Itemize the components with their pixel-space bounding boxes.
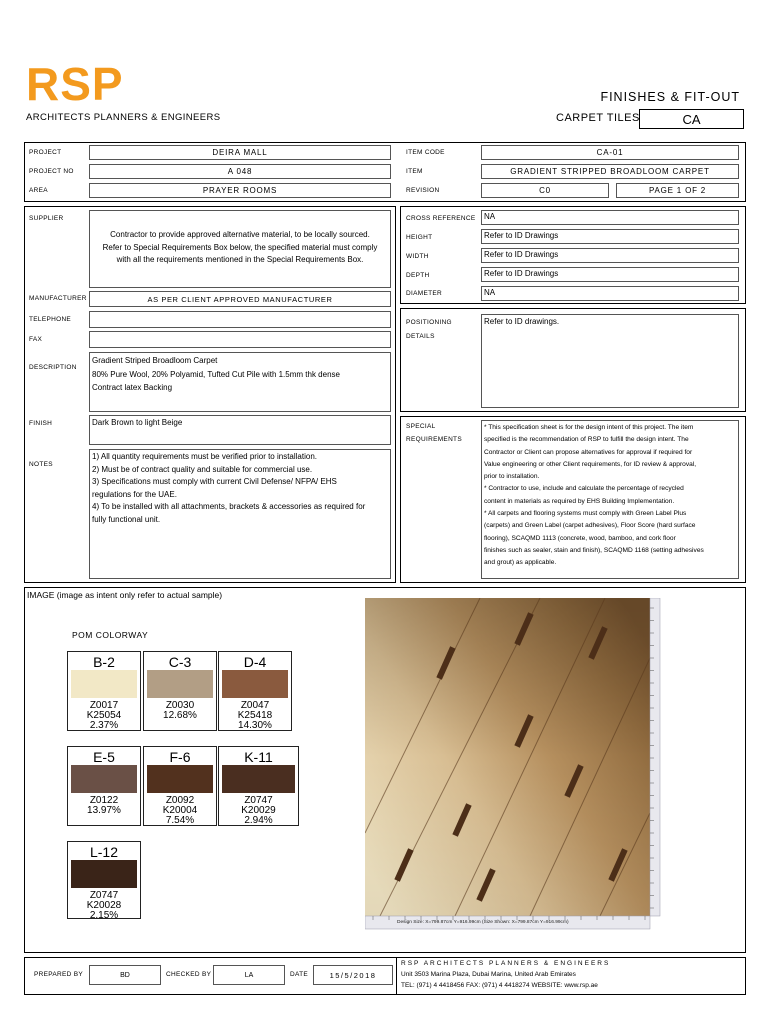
- carpet-shading: [365, 598, 650, 916]
- colorway-label: POM COLORWAY: [72, 630, 149, 640]
- swatch-card-c-3: [143, 651, 217, 731]
- width-value: Refer to ID Drawings: [481, 248, 739, 263]
- checked-by-label: CHECKED BY: [166, 971, 212, 978]
- checked-by-value: LA: [213, 965, 285, 985]
- requirements-label: REQUIREMENTS: [406, 436, 462, 443]
- width-label: WIDTH: [406, 253, 429, 260]
- swatch-color-chip: [147, 670, 213, 698]
- swatch-code2: K25418: [237, 710, 273, 721]
- footer-address: Unit 3503 Marina Plaza, Dubai Marina, United Arab Emirates: [401, 971, 576, 978]
- description-text: Gradient Striped Broadloom Carpet 80% Pure Wool, 20% Polyamid, Tufted Cut Pile with 1.5mm thk dense Contract latex Backing: [92, 356, 340, 392]
- diameter-value: NA: [481, 286, 739, 301]
- item-code-value: CA-01: [481, 145, 739, 160]
- telephone-field: [89, 311, 391, 328]
- swatch-card-b-2: [67, 651, 141, 731]
- rsp-logo: RSP: [26, 58, 124, 110]
- footer-divider: [396, 957, 397, 995]
- swatch-card-e-5: [67, 746, 141, 826]
- notes-text: 1) All quantity requirements must be verified prior to installation. 2) Must be of contract quality and suitable for commercial use. 3) Specifications must comply with current Civil Defense/ NFPA/ EHS regulations for the UAE. 4) To be installed with all attachments, brackets & accessories as required for fully functional unit.: [92, 452, 366, 524]
- positioning-label: POSITIONING: [406, 319, 452, 326]
- supplier-label: SUPPLIER: [29, 215, 64, 222]
- description-label: DESCRIPTION: [29, 364, 77, 371]
- swatch-card-k-11: [218, 746, 299, 826]
- swatch-name: L-12: [89, 844, 119, 860]
- description-value: [89, 352, 391, 412]
- swatch-color-chip: [222, 765, 295, 793]
- page-indicator: PAGE 1 OF 2: [616, 183, 739, 198]
- prepared-by-value: BD: [89, 965, 161, 985]
- swatch-code1: Z0030: [165, 700, 195, 711]
- height-value: Refer to ID Drawings: [481, 229, 739, 244]
- special-label: SPECIAL: [406, 423, 436, 430]
- firm-tagline: ARCHITECTS PLANNERS & ENGINEERS: [26, 112, 221, 123]
- swatch-pct: 14.30%: [238, 720, 272, 731]
- swatch-pct: 2.15%: [89, 910, 119, 921]
- item-label: ITEM: [406, 168, 423, 175]
- category-label: CARPET TILES: [556, 112, 640, 124]
- swatch-pct: 2.94%: [244, 815, 273, 826]
- swatch-color-chip: [71, 670, 137, 698]
- prepared-by-label: PREPARED BY: [34, 971, 84, 978]
- cross-ref-value: NA: [481, 210, 739, 225]
- image-section-label: IMAGE (image as intent only refer to actual sample): [27, 590, 223, 600]
- manufacturer-value: AS PER CLIENT APPROVED MANUFACTURER: [89, 291, 391, 307]
- special-requirements-value: [481, 420, 739, 579]
- swatch-color-chip: [222, 670, 288, 698]
- fax-label: FAX: [29, 336, 43, 343]
- depth-label: DEPTH: [406, 272, 430, 279]
- swatch-code2: K25054: [86, 710, 122, 721]
- depth-value: Refer to ID Drawings: [481, 267, 739, 282]
- special-requirements-text: * This specification sheet is for the design intent of this project. The item specified is the recommendation of RSP to fulfill the design intent. The Contractor or Client can propose alternatives for approval if required for Value engineering or other Client requirements, for ID review & approval, prior to installation. * Contractor to use, include and calculate the percentage of recycled content in materials as required by EHS Building Implementation. * All carpets and flooring systems must comply with Green Label Plus (carpets) and Green Label (carpet adhesives), Floor Score (hard surface flooring), SCAQMD 1113 (concrete, wood, bamboo, and cork floor finishes such as sealer, stain and finish), SCAQMD 1168 (setting adhesives and grout) as applicable.: [484, 424, 704, 567]
- supplier-text: Contractor to provide approved alternative material, to be locally sourced. Refer to Special Requirements Box below, the specified material must comply with all the requirements mentioned in the Special Requirements Box.: [102, 230, 378, 264]
- swatch-code2: K20028: [86, 900, 122, 911]
- telephone-label: TELEPHONE: [29, 316, 72, 323]
- swatch-code1: Z0747: [89, 890, 119, 901]
- doc-title: FINISHES & FIT-OUT: [600, 90, 740, 104]
- swatch-name: B-2: [93, 654, 115, 670]
- item-value: GRADIENT STRIPPED BROADLOOM CARPET: [481, 164, 739, 179]
- swatch-code1: Z0017: [89, 700, 119, 711]
- swatch-color-chip: [147, 765, 213, 793]
- swatch-name: E-5: [93, 749, 115, 765]
- height-label: HEIGHT: [406, 234, 433, 241]
- finish-text: Dark Brown to light Beige: [92, 418, 183, 427]
- footer-contact: TEL: (971) 4 4418456 FAX: (971) 4 4418274 WEBSITE: www.rsp.ae: [401, 982, 598, 989]
- category-code: CA: [639, 109, 744, 129]
- diameter-label: DIAMETER: [406, 290, 442, 297]
- item-code-label: ITEM CODE: [406, 149, 445, 156]
- carpet-render-image: [365, 598, 662, 930]
- footer-firm-name: RSP ARCHITECTS PLANNERS & ENGINEERS: [401, 960, 611, 967]
- swatch-pct: 12.68%: [163, 710, 197, 721]
- manufacturer-label: MANUFACTURER: [29, 295, 87, 302]
- swatch-color-chip: [71, 765, 137, 793]
- revision-label: REVISION: [406, 187, 440, 194]
- area-value: PRAYER ROOMS: [89, 183, 391, 198]
- fax-field: [89, 331, 391, 348]
- positioning-value: Refer to ID drawings.: [481, 314, 739, 408]
- swatch-code1: Z0747: [244, 795, 273, 806]
- finish-value: [89, 415, 391, 445]
- swatch-color-chip: [71, 860, 137, 888]
- swatch-code2: K20029: [241, 805, 276, 816]
- date-value: 15/5/2018: [313, 965, 393, 985]
- project-label: PROJECT: [29, 149, 62, 156]
- details-label: DETAILS: [406, 333, 435, 340]
- project-no-label: PROJECT NO: [29, 168, 74, 175]
- swatch-name: C-3: [168, 654, 192, 670]
- supplier-value: [89, 210, 391, 288]
- date-label: DATE: [290, 971, 309, 978]
- project-no-value: A 048: [89, 164, 391, 179]
- swatch-card-l-12: [67, 841, 141, 919]
- swatch-card-f-6: [143, 746, 217, 826]
- swatch-pct: 7.54%: [165, 815, 195, 826]
- revision-value: C0: [481, 183, 609, 198]
- carpet-render-svg: [365, 598, 662, 930]
- swatch-code1: Z0122: [89, 795, 119, 806]
- swatch-code1: Z0047: [240, 700, 270, 711]
- swatch-name: D-4: [243, 654, 267, 670]
- swatch-code2: K20004: [162, 805, 198, 816]
- finish-label: FINISH: [29, 420, 53, 427]
- swatch-name: K-11: [244, 749, 273, 765]
- cross-ref-label: CROSS REFERENCE: [406, 215, 476, 222]
- swatch-pct: 2.37%: [89, 720, 119, 731]
- area-label: AREA: [29, 187, 48, 194]
- swatch-card-d-4: [218, 651, 292, 731]
- swatch-pct: 13.97%: [87, 805, 121, 816]
- swatch-name: F-6: [169, 749, 191, 765]
- design-size-caption: Design Size: X=799.87cm Y=916.99cm (Size Shown: X=799.87cm Y=916.99cm): [397, 920, 569, 925]
- notes-value: [89, 449, 391, 579]
- project-value: DEIRA MALL: [89, 145, 391, 160]
- notes-label: NOTES: [29, 461, 53, 468]
- swatch-code1: Z0092: [165, 795, 195, 806]
